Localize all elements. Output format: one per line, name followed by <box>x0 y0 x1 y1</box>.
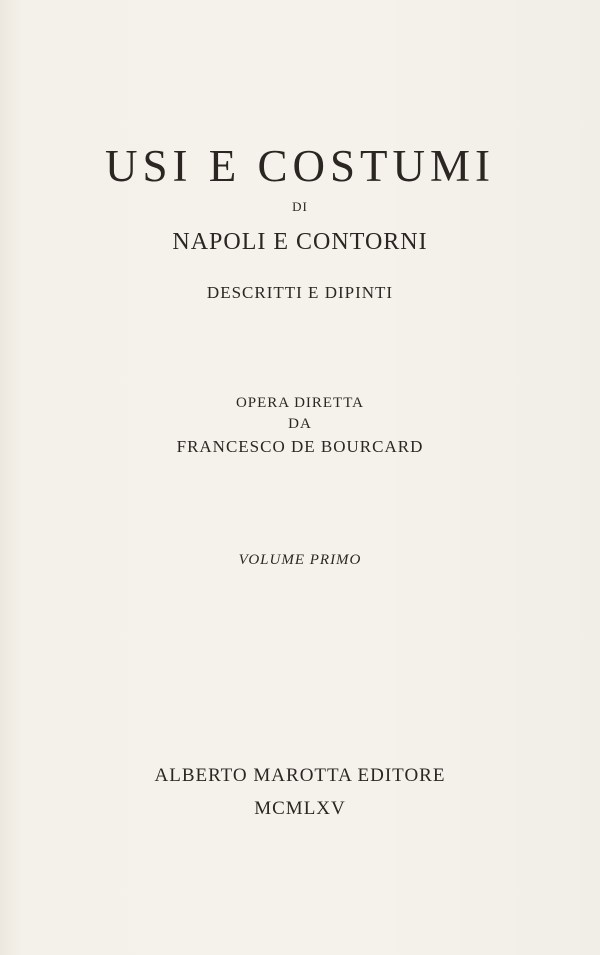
description-line: DESCRITTI E DIPINTI <box>206 283 394 302</box>
volume-label: VOLUME PRIMO <box>238 552 362 568</box>
opera-line: OPERA DIRETTA <box>235 395 365 411</box>
da-line: DA <box>288 416 312 432</box>
publisher-name: ALBERTO MAROTTA EDITORE <box>154 765 446 786</box>
author-name: FRANCESCO DE BOURCARD <box>176 437 424 456</box>
title-connector: DI <box>292 199 308 214</box>
publication-year: MCMLXV <box>254 798 346 819</box>
main-title: USI E COSTUMI <box>104 141 496 191</box>
subtitle: NAPOLI E CONTORNI <box>172 229 428 255</box>
